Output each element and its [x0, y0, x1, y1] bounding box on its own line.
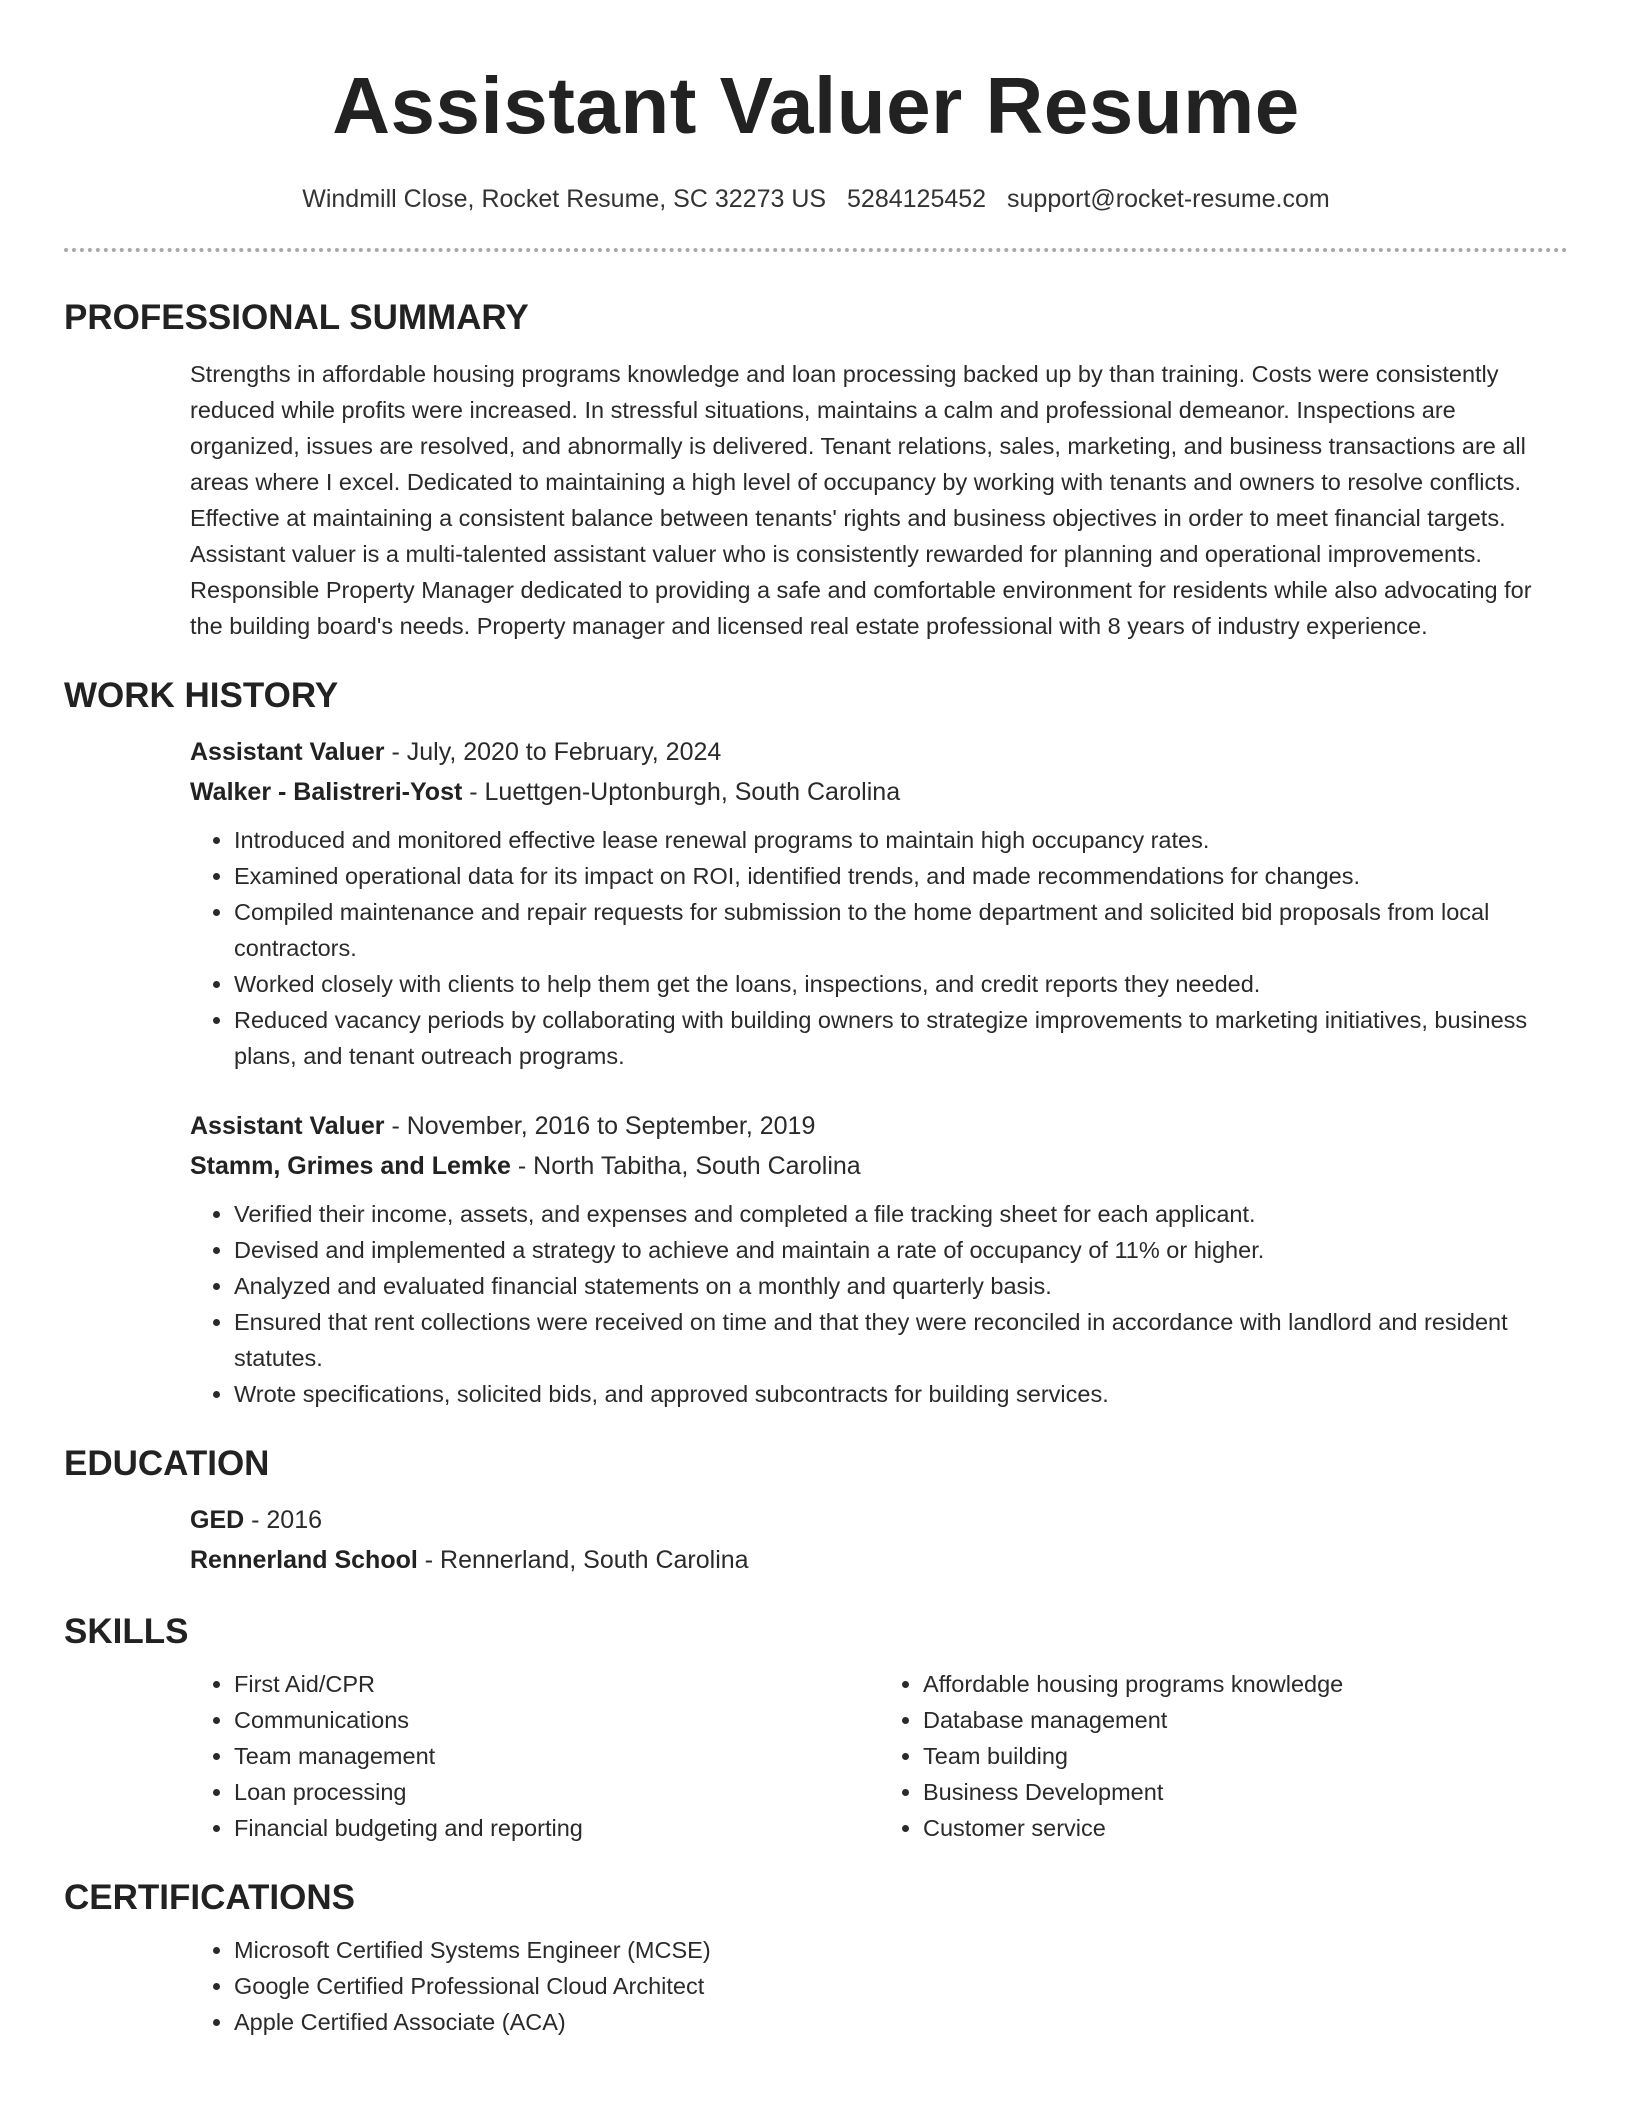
- job-company-line: [190, 772, 1568, 812]
- job-bullets: [190, 1196, 1568, 1412]
- list-item: • Team building: [923, 1738, 1568, 1774]
- contact-phone: 5284125452: [847, 185, 987, 213]
- list-item: • Reduced vacancy periods by collaborating with building owners to strategize improvements to marketing initiatives, business plans, and tenant outreach programs.: [234, 1002, 1568, 1074]
- certifications-section: [64, 1876, 1568, 2040]
- contact-info: [64, 182, 1568, 216]
- education-heading: EDUCATION: [64, 1444, 270, 1483]
- list-item: • Worked closely with clients to help them get the loans, inspections, and credit reports they needed.: [234, 966, 1568, 1002]
- job-entry: [190, 1106, 1568, 1412]
- list-item: • Examined operational data for its impact on ROI, identified trends, and made recommendations for changes.: [234, 858, 1568, 894]
- job-title-line: [190, 732, 1568, 772]
- header-divider: [64, 248, 1568, 252]
- list-item: • Customer service: [923, 1810, 1568, 1846]
- list-item: • Wrote specifications, solicited bids, and approved subcontracts for building services.: [234, 1376, 1568, 1412]
- job-dates: - November, 2016 to September, 2019: [384, 1112, 816, 1140]
- list-item: • Verified their income, assets, and expenses and completed a file tracking sheet for each applicant.: [234, 1196, 1568, 1232]
- list-item: • Google Certified Professional Cloud Architect: [234, 1968, 1568, 2004]
- page-title: Assistant Valuer Resume: [332, 61, 1300, 150]
- list-item: • Database management: [923, 1702, 1568, 1738]
- job-title-line: [190, 1106, 1568, 1146]
- job-title: Assistant Valuer: [190, 1112, 385, 1140]
- job-company: Walker - Balistreri-Yost: [190, 778, 463, 806]
- certifications-list: [190, 1932, 1568, 2040]
- education-entry: [190, 1500, 1568, 1580]
- job-entry: [190, 732, 1568, 1074]
- work-section: [64, 674, 1568, 1412]
- job-location: - North Tabitha, South Carolina: [510, 1152, 861, 1180]
- education-location: - Rennerland, South Carolina: [417, 1546, 749, 1574]
- list-item: • Loan processing: [234, 1774, 879, 1810]
- list-item: • Business Development: [923, 1774, 1568, 1810]
- list-item: • Team management: [234, 1738, 879, 1774]
- education-school: Rennerland School: [190, 1546, 418, 1574]
- list-item: • Microsoft Certified Systems Engineer (MCSE): [234, 1932, 1568, 1968]
- summary-text: Strengths in affordable housing programs knowledge and loan processing backed up by than training. Costs were consistently reduced while profits were increased. In stressful situations, maintains a calm and professional demeanor. Inspections are organized, issues are resolved, and abnormally is delivered. Tenant relations, sales, marketing, and business transactions are all areas where I excel. Dedicated to maintaining a high level of occupancy by working with tenants and owners to resolve conflicts. Effective at maintaining a consistent balance between tenants' rights and business objectives in order to meet financial targets. Assistant valuer is a multi-talented assistant valuer who is consistently rewarded for planning and operational improvements. Responsible Property Manager dedicated to providing a safe and comfortable environment for residents while also advocating for the building board's needs. Property manager and licensed real estate professional with 8 years of industry experience.: [190, 361, 1532, 639]
- list-item: • Ensured that rent collections were received on time and that they were reconciled in accordance with landlord and resident statutes.: [234, 1304, 1568, 1376]
- skills-section: [64, 1610, 1568, 1846]
- education-section: [64, 1442, 1568, 1580]
- certifications-heading: CERTIFICATIONS: [64, 1878, 356, 1917]
- list-item: • First Aid/CPR: [234, 1666, 879, 1702]
- summary-section: [64, 296, 1568, 644]
- job-company-line: [190, 1146, 1568, 1186]
- job-location: - Luettgen-Uptonburgh, South Carolina: [462, 778, 901, 806]
- list-item: • Apple Certified Associate (ACA): [234, 2004, 1568, 2040]
- skills-list-right: [879, 1666, 1568, 1846]
- job-company: Stamm, Grimes and Lemke: [190, 1152, 511, 1180]
- education-degree-line: [190, 1500, 1568, 1540]
- list-item: • Devised and implemented a strategy to achieve and maintain a rate of occupancy of 11% or higher.: [234, 1232, 1568, 1268]
- list-item: • Analyzed and evaluated financial statements on a monthly and quarterly basis.: [234, 1268, 1568, 1304]
- list-item: • Compiled maintenance and repair requests for submission to the home department and solicited bid proposals from local contractors.: [234, 894, 1568, 966]
- list-item: • Affordable housing programs knowledge: [923, 1666, 1568, 1702]
- job-bullets: [190, 822, 1568, 1074]
- skills-list-left: [190, 1666, 879, 1846]
- list-item: • Introduced and monitored effective lease renewal programs to maintain high occupancy rates.: [234, 822, 1568, 858]
- contact-email: support@rocket-resume.com: [1007, 185, 1330, 213]
- education-school-line: [190, 1540, 1568, 1580]
- certifications-container: [190, 1932, 1568, 2040]
- work-heading: WORK HISTORY: [64, 676, 339, 715]
- contact-address: Windmill Close, Rocket Resume, SC 32273 US: [302, 185, 827, 213]
- skills-columns: [190, 1654, 1568, 1846]
- summary-heading: PROFESSIONAL SUMMARY: [64, 298, 529, 337]
- education-year: - 2016: [244, 1506, 323, 1534]
- job-title: Assistant Valuer: [190, 738, 385, 766]
- education-degree: GED: [190, 1506, 245, 1534]
- list-item: • Communications: [234, 1702, 879, 1738]
- job-dates: - July, 2020 to February, 2024: [384, 738, 722, 766]
- skills-heading: SKILLS: [64, 1612, 189, 1651]
- list-item: • Financial budgeting and reporting: [234, 1810, 879, 1846]
